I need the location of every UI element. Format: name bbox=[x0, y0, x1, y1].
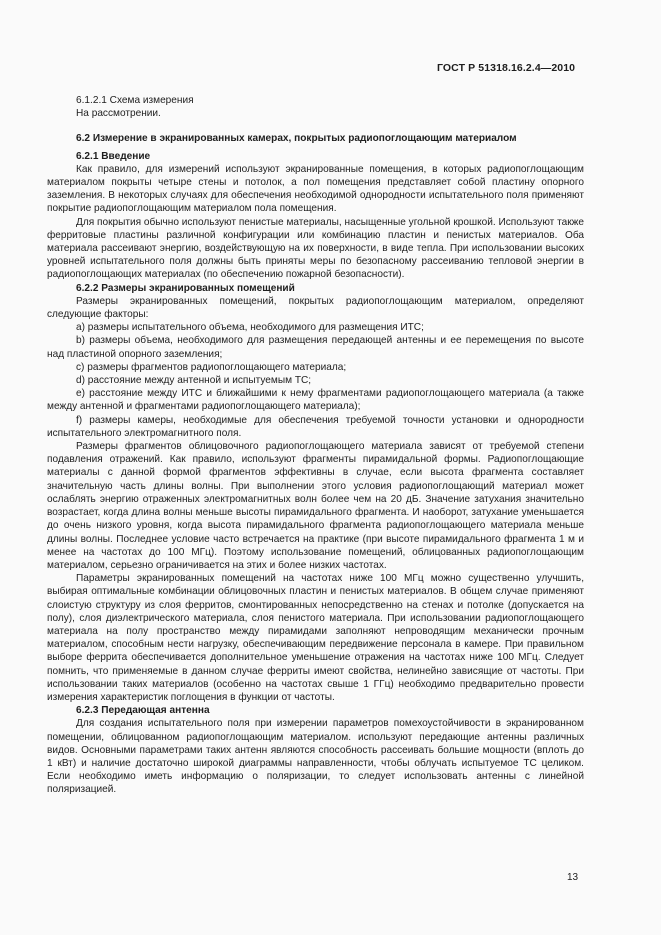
section-heading: 6.2.1 Введение bbox=[76, 150, 151, 162]
paragraph: c) размеры фрагментов радиопоглощающего материала; bbox=[76, 361, 347, 373]
paragraph: f) размеры камеры, необходимые для обеспечения требуемой точности установки и однородности испытательного электромагнитного поля. bbox=[47, 414, 584, 439]
paragraph: b) размеры объема, необходимого для размещения передающей антенны и ее перемещения по высоте над пластиной опорного заземления; bbox=[47, 335, 584, 360]
document-header: ГОСТ Р 51318.16.2.4—2010 bbox=[437, 62, 576, 74]
paragraph: Размеры экранированных помещений, покрытых радиопоглощающим материалом, определяют следующие факторы: bbox=[47, 295, 584, 321]
paragraph: На рассмотрении. bbox=[76, 108, 161, 120]
paragraph: a) размеры испытательного объема, необходимого для размещения ИТС; bbox=[76, 322, 424, 334]
paragraph: Для покрытия обычно используют пенистые материалы, насыщенные угольной крошкой. Используют также ферритовые пластины различной конфигурации или комбинацию пластин и пенистых материалов. Оба материала рассеивают энергию, воздействующую на их поверхности, в виде тепла. При использовании высоких уровней испытательного поля должны быть приняты меры по безопасному рассеиванию тепловой энергии в радиопоглощающих материалах (по обеспечению пожарной безопасности). bbox=[47, 216, 585, 281]
section-heading: 6.2.2 Размеры экранированных помещений bbox=[76, 282, 295, 294]
spacer bbox=[47, 120, 584, 132]
paragraph: Для создания испытательного поля при измерении параметров помехоустойчивости в экранированном помещении, облицованном радиопоглощающим материалом. используют передающие антенны различных видов. Основными параметрами таких антенн являются способность рассеивать большие мощности (вплоть до 1 кВт) и наличие достаточно широкой диаграммы направленности, чтобы облучать испытуемое ТС целиком. Если необходимо иметь информацию о поляризации, то следует использовать антенны с линейной поляризацией. bbox=[47, 718, 584, 796]
page-number: 13 bbox=[567, 872, 579, 883]
document-body bbox=[47, 94, 584, 797]
section-heading: 6.2 Измерение в экранированных камерах, покрытых радиопоглощающим материалом bbox=[76, 133, 517, 145]
paragraph: Размеры фрагментов облицовочного радиопоглощающего материала зависят от требуемой степени подавления отражений. Как правило, используют фрагменты пирамидальной формы. Радиопоглощающие материалы с данной формой фрагментов эффективны в случае, если высота фрагмента составляет значительную часть длины волны. При выполнении этого условия радиопоглощающий материал может ослаблять энергию отраженных электромагнитных волн более чем на 20 дБ. Значение затухания значительно возрастает, когда длина волны меньше высоты пирамидального фрагмента. И наоборот, затухание уменьшается до очень низкого уровня, когда высота пирамидального фрагмента радиопоглощающего материала меньше длины волны. Последнее условие часто встречается на практике (при высоте пирамидального фрагмента 1 м и менее на частотах до 100 МГц). Поэтому использование помещений, облицованных радиопоглощающим материалом, серьезно ограничивается на этих и более низких частотах. bbox=[47, 441, 584, 571]
section-heading: 6.2.3 Передающая антенна bbox=[76, 705, 210, 717]
paragraph: e) расстояние между ИТС и ближайшими к нему фрагментами радиопоглощающего материала (а также между антенной и фрагментами радиопоглощающего материала); bbox=[47, 388, 584, 413]
paragraph: d) расстояние между антенной и испытуемым ТС; bbox=[76, 375, 312, 387]
paragraph: Параметры экранированных помещений на частотах ниже 100 МГц можно существенно улучшить, выбирая оптимальные комбинации облицовочных пластин и пенистых материалов. В общем случае применяют слоистую структуру из слоя ферритов, смонтированных непосредственно на стенах и потолке (допускается на полу), слоя диэлектрического материала, слоя пенистого материала. При использовании радиопоглощающего материала на полу пространство между пирамидами заполняют непроводящим механически прочным материалом, способным нести нагрузку, обеспечивающим передвижение персонала в камере. При правильном выборе феррита обеспечивается дополнительное уменьшение отражения на частотах ниже 100 МГц. Следует помнить, что применяемые в данном случае ферриты имеют свойства, нелинейно зависящие от частоты. При использовании таких материалов (особенно на частотах свыше 1 ГГц) необходимо предварительно провести измерения характеристик поглощения в функции от частоты. bbox=[47, 573, 584, 703]
paragraph: 6.1.2.1 Схема измерения bbox=[76, 95, 194, 106]
paragraph: Как правило, для измерений используют экранированные помещения, в которых радиопоглощающим материалом покрыты четыре стены и потолок, а пол помещения представляет собой пластину опорного заземления. В некоторых случаях для обеспечения необходимой однородности испытательного поля применяют покрытие радиопоглощающим материалом пола помещения. bbox=[47, 163, 584, 215]
